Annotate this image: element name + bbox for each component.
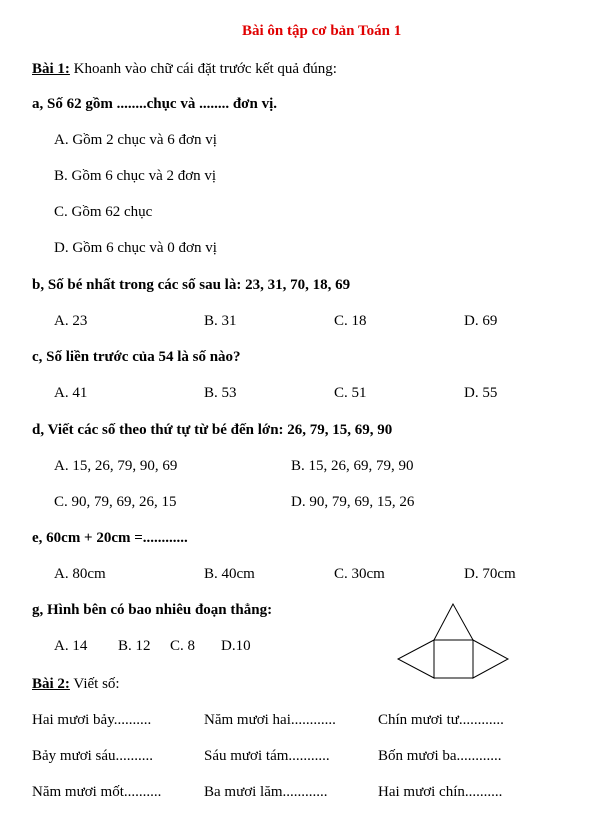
question-e: e, 60cm + 20cm =............	[32, 530, 188, 546]
number-writing-item[interactable]: Chín mươi tư............	[378, 712, 504, 728]
number-writing-item[interactable]: Sáu mươi tám...........	[204, 748, 330, 764]
question-b-option[interactable]: B. 31	[204, 313, 237, 329]
number-writing-item[interactable]: Hai mươi chín..........	[378, 784, 503, 800]
page-title: Bài ôn tập cơ bản Toán 1	[242, 23, 402, 39]
question-b-option[interactable]: D. 69	[464, 313, 498, 329]
question-a-option[interactable]: B. Gồm 6 chục và 2 đơn vị	[54, 168, 217, 184]
exercise-2-label: Bài 2:	[32, 676, 70, 692]
question-c: c, Số liền trước của 54 là số nào?	[32, 349, 241, 365]
question-c-option[interactable]: A. 41	[54, 385, 88, 401]
exercise-2-instruction: Viết số:	[69, 676, 120, 692]
figure-square	[434, 640, 473, 678]
question-a-option[interactable]: D. Gồm 6 chục và 0 đơn vị	[54, 240, 217, 256]
question-b-option[interactable]: A. 23	[54, 313, 88, 329]
question-g-option[interactable]: B. 12	[118, 638, 151, 654]
exercise-1-header	[32, 60, 337, 78]
question-e-option[interactable]: C. 30cm	[334, 566, 385, 582]
exercise-1-label: Bài 1:	[32, 61, 70, 77]
figure-top-triangle	[434, 604, 473, 640]
figure-left-triangle	[398, 640, 434, 678]
exercise-1-instruction: Khoanh vào chữ cái đặt trước kết quả đúng:	[69, 61, 337, 77]
question-e-option[interactable]: D. 70cm	[464, 566, 516, 582]
question-c-option[interactable]: D. 55	[464, 385, 498, 401]
question-d-option[interactable]: B. 15, 26, 69, 79, 90	[291, 458, 414, 474]
question-d-option[interactable]: A. 15, 26, 79, 90, 69	[54, 458, 178, 474]
question-c-option[interactable]: C. 51	[334, 385, 367, 401]
number-writing-item[interactable]: Ba mươi lăm............	[204, 784, 328, 800]
question-a-option[interactable]: C. Gồm 62 chục	[54, 204, 153, 220]
question-d: d, Viết các số theo thứ tự từ bé đến lớn: 26, 79, 15, 69, 90	[32, 422, 393, 438]
question-d-option[interactable]: D. 90, 79, 69, 15, 26	[291, 494, 415, 510]
question-e-option[interactable]: B. 40cm	[204, 566, 255, 582]
figure-right-triangle	[473, 640, 508, 678]
number-writing-item[interactable]: Năm mươi mốt..........	[32, 784, 162, 800]
question-g-option[interactable]: D.10	[221, 638, 251, 654]
question-g: g, Hình bên có bao nhiêu đoạn thẳng:	[32, 602, 273, 618]
question-b: b, Số bé nhất trong các số sau là: 23, 31, 70, 18, 69	[32, 277, 351, 293]
number-writing-item[interactable]: Bốn mươi ba............	[378, 748, 502, 764]
question-d-option[interactable]: C. 90, 79, 69, 26, 15	[54, 494, 177, 510]
question-g-option[interactable]: C. 8	[170, 638, 196, 654]
exercise-2-header	[32, 675, 120, 693]
question-e-option[interactable]: A. 80cm	[54, 566, 106, 582]
question-g-option[interactable]: A. 14	[54, 638, 88, 654]
number-writing-item[interactable]: Hai mươi bảy..........	[32, 712, 152, 728]
question-b-option[interactable]: C. 18	[334, 313, 367, 329]
number-writing-item[interactable]: Bảy mươi sáu..........	[32, 748, 154, 764]
question-a-option[interactable]: A. Gồm 2 chục và 6 đơn vị	[54, 132, 217, 148]
question-a: a, Số 62 gồm ........chục và ........ đơn vị.	[32, 96, 277, 112]
number-writing-item[interactable]: Năm mươi hai............	[204, 712, 336, 728]
question-c-option[interactable]: B. 53	[204, 385, 237, 401]
